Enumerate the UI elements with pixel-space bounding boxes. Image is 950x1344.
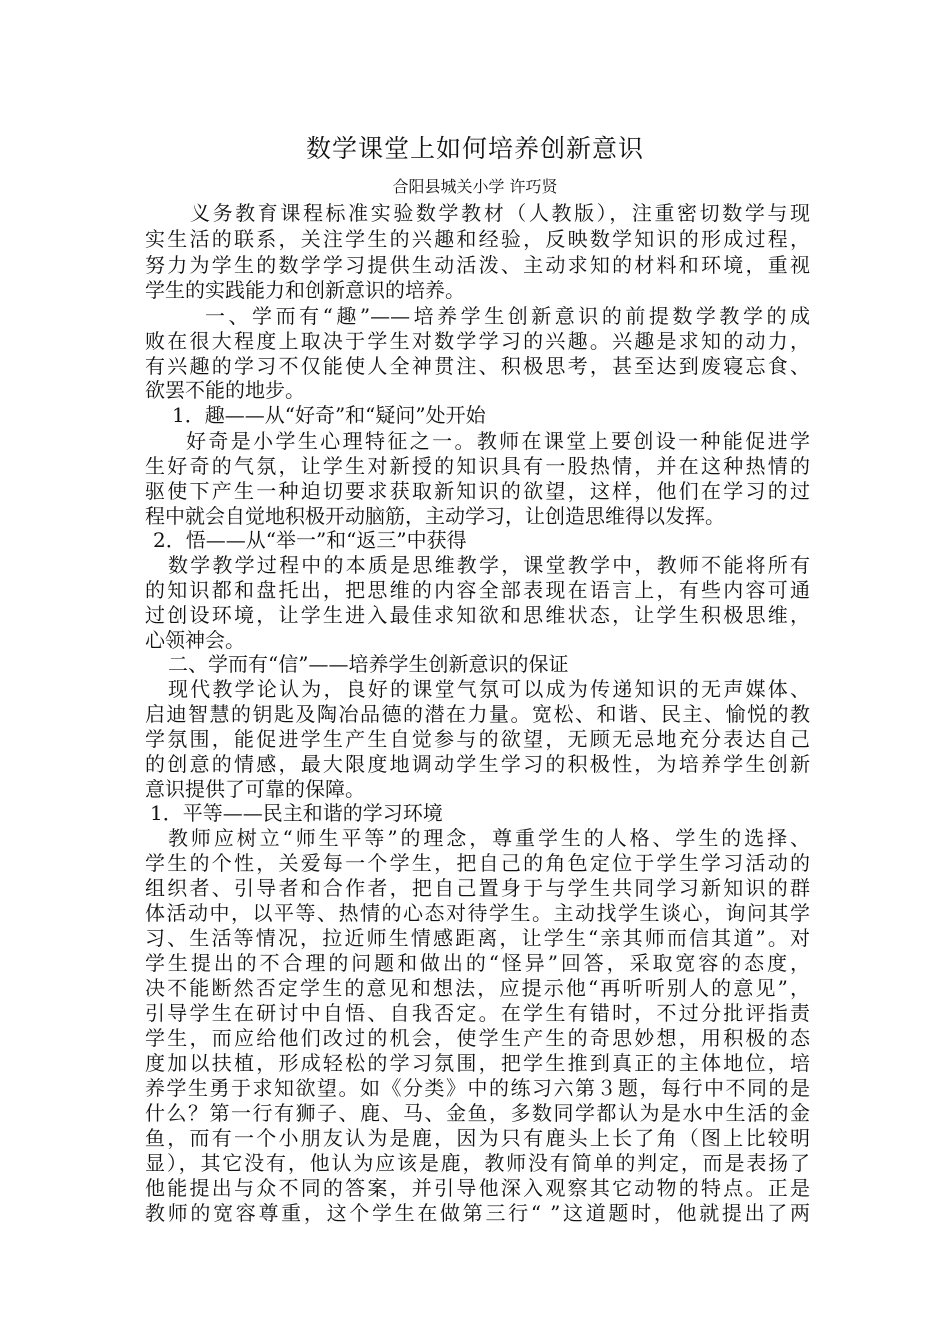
paragraph-line: 学生提出的不合理的问题和做出的“怪异”回答，采取宽容的态度， [145, 951, 810, 975]
paragraph-line: 学生的实践能力和创新意识的培养。 [145, 278, 465, 302]
author-line: 合阳县城关小学 许巧贤 [392, 177, 558, 196]
paragraph-line: 学生的个性，关爱每一个学生，把自己的角色定位于学生学习活动的 [145, 851, 810, 875]
paragraph-line: 度加以扶植，形成轻松的学习氛围，把学生推到真正的主体地位，培 [145, 1051, 810, 1075]
paragraph-line: 意识提供了可靠的保障。 [145, 777, 365, 801]
paragraph-line: 努力为学生的数学学习提供生动活泼、主动求知的材料和环境，重视 [145, 253, 810, 277]
paragraph-line: 引导学生在研讨中自悟、自我否定。在学生有错时，不过分批评指责 [145, 1001, 810, 1025]
paragraph-line: 有兴趣的学习不仅能使人全神贯注、积极思考，甚至达到废寝忘食、 [145, 354, 810, 378]
paragraph-line: 败在很大程度上取决于学生对数学学习的兴趣。兴趣是求知的动力， [145, 329, 810, 353]
subsection-heading: 2．悟——从“举一”和“返三”中获得 [153, 528, 467, 552]
paragraph-line: 教师应树立“师生平等”的理念，尊重学生的人格、学生的选择、 [168, 826, 810, 850]
paragraph-line: 义务教育课程标准实验数学教材（人教版），注重密切数学与现 [190, 201, 810, 225]
paragraph-line: 养学生勇于求知欲望。如《分类》中的练习六第３题，每行中不同的是 [145, 1076, 810, 1100]
document-title: 数学课堂上如何培养创新意识 [305, 134, 644, 163]
paragraph-line: 显），其它没有，他认为应该是鹿，教师没有简单的判定，而是表扬了 [145, 1151, 810, 1175]
paragraph-line: 鱼，而有一个小朋友认为是鹿，因为只有鹿头上长了角（图上比较明 [145, 1126, 810, 1150]
paragraph-line: 过创设环境，让学生进入最佳求知欲和思维状态，让学生积极思维， [145, 603, 810, 627]
paragraph-line: 组织者、引导者和合作者，把自己置身于与学生共同学习新知识的群 [145, 876, 810, 900]
paragraph-line: 体活动中，以平等、热情的心态对待学生。主动找学生谈心，询问其学 [145, 901, 810, 925]
paragraph-line: 实生活的联系，关注学生的兴趣和经验，反映数学知识的形成过程， [145, 227, 810, 251]
paragraph-line: 他能提出与众不同的答案，并引导他深入观察其它动物的特点。正是 [145, 1176, 810, 1200]
paragraph-line: 学生，而应给他们改过的机会，使学生产生的奇思妙想，用积极的态 [145, 1026, 810, 1050]
paragraph-line: 现代教学论认为，良好的课堂气氛可以成为传递知识的无声媒体、 [168, 677, 810, 701]
paragraph-line: 程中就会自觉地积极开动脑筋，主动学习，让创造思维得以发挥。 [145, 504, 725, 528]
paragraph-line: 心领神会。 [145, 628, 245, 652]
paragraph-line: 启迪智慧的钥匙及陶冶品德的潜在力量。宽松、和谐、民主、愉悦的教 [145, 702, 810, 726]
section-heading-line: 一、学而有“趣”——培养学生创新意识的前提数学教学的成 [205, 304, 810, 328]
paragraph-line: 什么？第一行有狮子、鹿、马、金鱼，多数同学都认为是水中生活的金 [145, 1101, 810, 1125]
paragraph-line: 习、生活等情况，拉近师生情感距离，让学生“亲其师而信其道”。对 [145, 926, 810, 950]
paragraph-line: 生好奇的气氛，让学生对新授的知识具有一股热情，并在这种热情的 [145, 454, 810, 478]
paragraph-line: 数学教学过程中的本质是思维教学，课堂教学中，教师不能将所有 [168, 553, 810, 577]
section-heading-line: 二、学而有“信”——培养学生创新意识的保证 [168, 652, 569, 676]
paragraph-line: 学氛围，能促进学生产生自觉参与的欲望，无顾无忌地充分表达自己 [145, 727, 810, 751]
paragraph-line: 好奇是小学生心理特征之一。教师在课堂上要创设一种能促进学 [186, 429, 810, 453]
paragraph-line: 决不能断然否定学生的意见和想法，应提示他“再听听别人的意见”， [145, 976, 810, 1000]
paragraph-line: 欲罢不能的地步。 [145, 378, 305, 402]
subsection-heading: 1．趣——从“好奇”和“疑问”处开始 [172, 403, 486, 427]
paragraph-line: 教师的宽容尊重，这个学生在做第三行“ ”这道题时，他就提出了两 [145, 1201, 810, 1225]
paragraph-line: 的知识都和盘托出，把思维的内容全部表现在语言上，有些内容可通 [145, 578, 810, 602]
paragraph-line: 驱使下产生一种迫切要求获取新知识的欲望，这样，他们在学习的过 [145, 479, 810, 503]
paragraph-line: 的创意的情感，最大限度地调动学生学习的积极性，为培养学生创新 [145, 752, 810, 776]
subsection-heading: 1．平等——民主和谐的学习环境 [150, 801, 443, 825]
